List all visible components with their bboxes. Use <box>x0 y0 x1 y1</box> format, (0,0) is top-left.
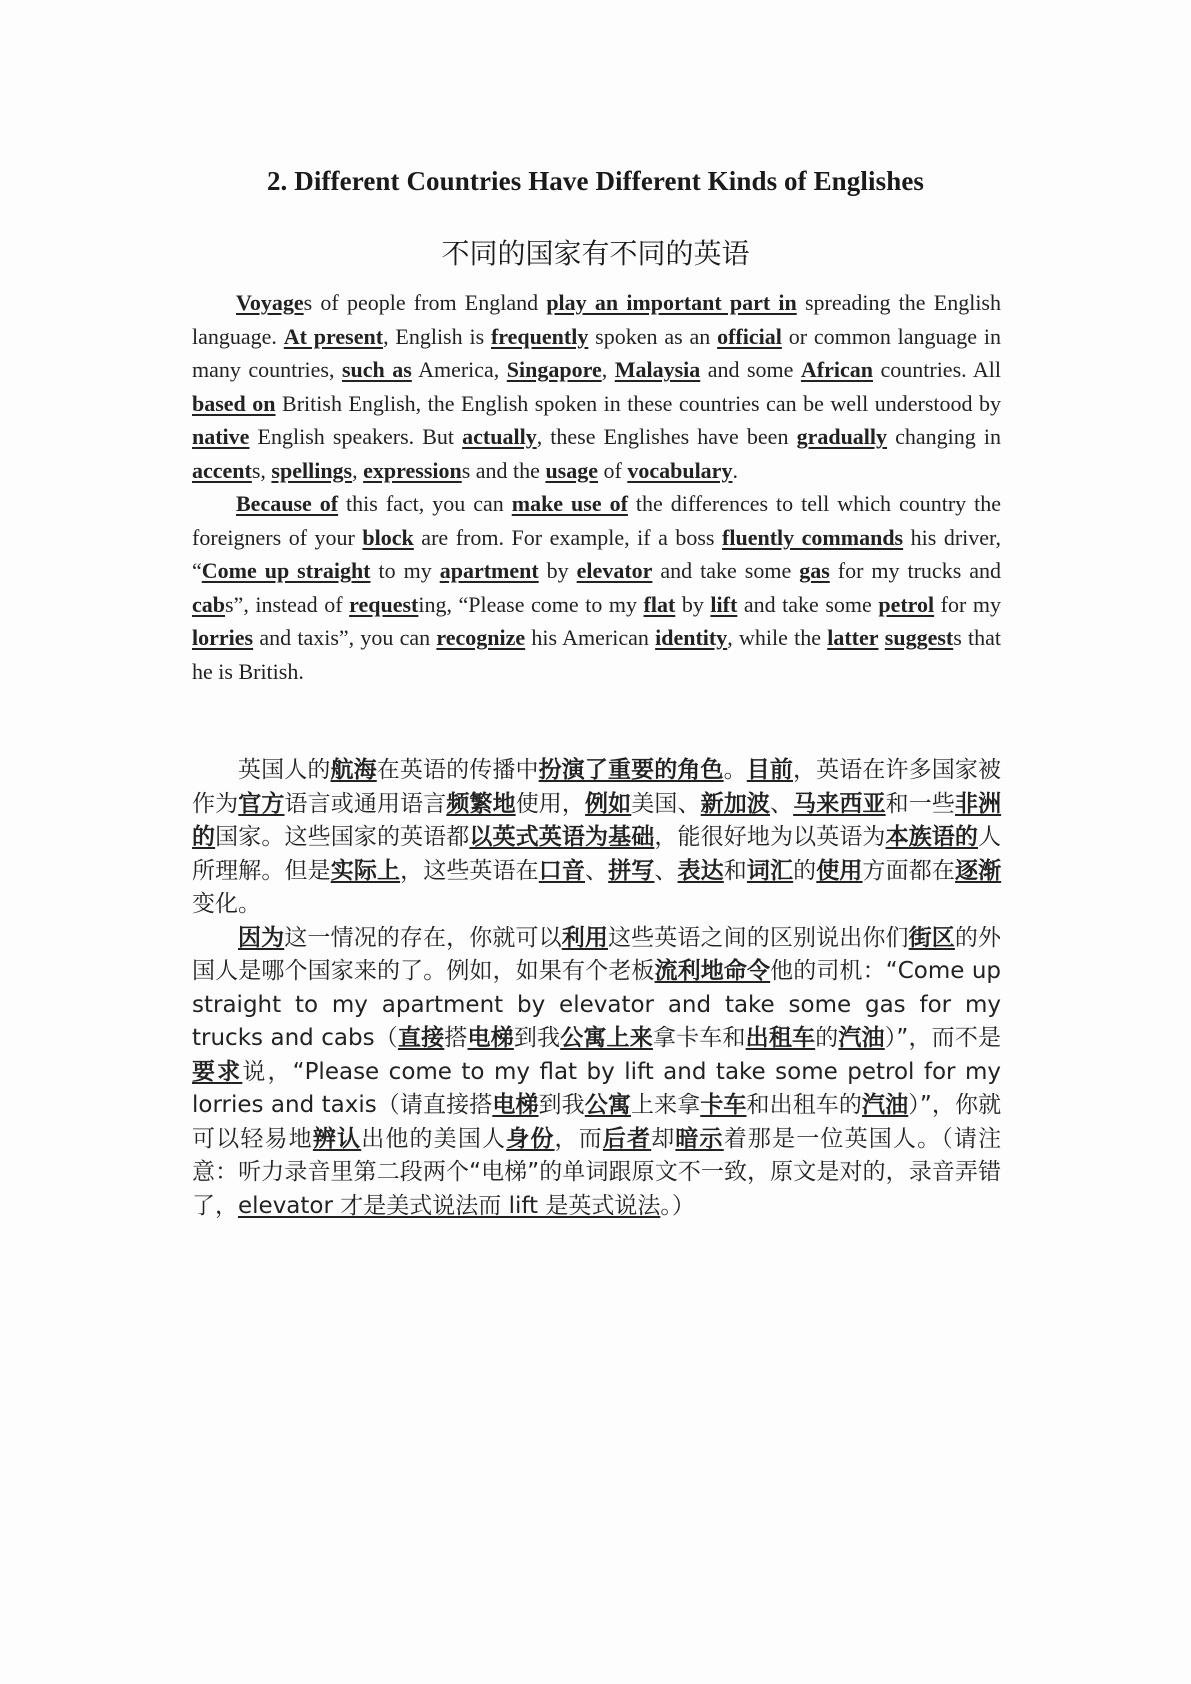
keyword: based on <box>192 390 276 416</box>
keyword: 扮演了重要的角色 <box>538 757 724 783</box>
keyword: 实际上 <box>330 857 401 884</box>
english-title: 2. Different Countries Have Different Kinds of Englishes <box>266 166 925 196</box>
text-run: 。） <box>660 1192 695 1219</box>
text-run: the differences to tell which country the foreigners of your <box>192 491 1002 550</box>
keyword: spellings <box>271 457 353 483</box>
text-run: of <box>598 457 628 483</box>
text-run: ，英语在许多国家被作为 <box>192 757 1001 817</box>
keyword: 表达 <box>677 857 724 884</box>
text-run: , English is <box>383 323 491 349</box>
text-run: 语言或通用语言 <box>284 790 447 817</box>
keyword: 公寓 <box>584 1092 631 1118</box>
text-run: 国家。这些国家的英语都 <box>215 824 470 850</box>
keyword: such as <box>341 357 412 382</box>
keyword: 利用 <box>561 924 608 951</box>
text-run: 搭 <box>444 1025 468 1051</box>
text-run: 这些英语之间的区别说出你们 <box>608 924 909 951</box>
keyword: actually <box>462 424 537 449</box>
keyword: cab <box>192 591 225 617</box>
english-paragraph-2 <box>192 487 1001 688</box>
keyword: petrol <box>878 591 935 617</box>
keyword: gradually <box>796 424 888 449</box>
text-run: s, <box>251 457 272 483</box>
keyword: suggest <box>884 625 954 650</box>
text-run: 美国、 <box>631 790 701 817</box>
keyword: 拼写 <box>608 857 655 884</box>
keyword: 本族语的 <box>885 824 979 850</box>
keyword: flat <box>643 591 676 617</box>
keyword: 电梯 <box>467 1025 514 1051</box>
text-run: by <box>675 591 711 617</box>
text-run: countries. All <box>873 357 1002 382</box>
text-run: , while the <box>727 625 828 650</box>
keyword: usage <box>545 457 598 483</box>
keyword: 口音 <box>538 857 586 884</box>
text-run: to my <box>370 558 440 583</box>
text-run: 说，“Please come to my flat by lift and take some petrol for my lorries and taxis（请直接搭 <box>192 1058 1002 1118</box>
keyword: 汽油 <box>838 1025 885 1051</box>
text-run: ）”，而不是 <box>884 1025 1002 1051</box>
text-run: 他的司机：“Come up straight to my apartment by elevator and take some gas for my trucks and cabs（ <box>192 958 1002 1051</box>
text-run: 方面都在 <box>862 857 956 884</box>
text-run: , <box>601 357 615 382</box>
keyword: make use of <box>511 491 628 516</box>
text-run: ing, “Please come to my <box>418 591 644 617</box>
keyword: 要求 <box>192 1058 243 1085</box>
text-run: spreading the English language. <box>192 290 1001 349</box>
keyword: 频繁地 <box>446 790 516 817</box>
keyword: Malaysia <box>614 357 701 382</box>
text-run: for my <box>934 591 1001 617</box>
keyword: 出租车 <box>745 1025 816 1051</box>
text-run: . <box>732 457 738 483</box>
keyword: lorries <box>192 625 254 650</box>
keyword: lift <box>710 591 738 617</box>
text-run: s that he is British. <box>192 625 1002 684</box>
keyword: Come up straight <box>201 558 371 583</box>
keyword: elevator <box>576 558 653 583</box>
text-run: ，这些英语在 <box>400 857 539 884</box>
text-run: s of people from England <box>303 290 547 315</box>
keyword: 电梯 <box>492 1092 539 1118</box>
text-run: ）”，你就可以轻易地 <box>192 1092 1002 1152</box>
keyword: 卡车 <box>700 1092 747 1118</box>
text-run: 出他的美国人 <box>361 1125 507 1152</box>
underlined-note: elevator 才是美式说法而 lift 是英式说法 <box>238 1192 661 1219</box>
text-run: 和 <box>723 857 747 884</box>
text-run: 和一些 <box>885 790 955 817</box>
keyword: 新加波 <box>700 790 771 817</box>
keyword: Singapore <box>506 357 602 382</box>
text-run: , these Englishes have been <box>536 424 797 449</box>
text-run: his American <box>525 625 656 650</box>
keyword: native <box>192 424 250 449</box>
text-run: 的 <box>815 1025 839 1051</box>
chinese-title: 不同的国家有不同的英语 <box>441 237 750 270</box>
keyword: 逐渐 <box>955 857 1002 884</box>
keyword: latter <box>827 625 879 650</box>
text-run: for my trucks and <box>829 558 1002 583</box>
text-run: 却 <box>651 1125 676 1152</box>
text-run: 、 <box>770 790 794 817</box>
english-text <box>192 286 1001 688</box>
text-run: ，能很好地为以英语为 <box>654 824 886 850</box>
text-run: and taxis”, you can <box>253 625 437 650</box>
text-run: 到我 <box>513 1025 561 1051</box>
keyword: 目前 <box>746 757 793 783</box>
text-run: spoken as an <box>588 323 718 349</box>
keyword: 因为 <box>238 924 285 951</box>
keyword: 词汇 <box>746 857 794 884</box>
text-run: 。 <box>723 757 747 783</box>
chinese-paragraph-1 <box>192 754 1001 922</box>
keyword: expression <box>363 457 462 483</box>
text-run: British English, the English spoken in these countries can be well understood by <box>275 390 1001 416</box>
keyword: 官方 <box>238 790 285 817</box>
keyword: request <box>349 591 419 617</box>
text-run: 的外国人是哪个国家来的了。例如，如果有个老板 <box>192 924 1001 984</box>
keyword: 后者 <box>602 1125 652 1152</box>
text-run: 这一情况的存在，你就可以 <box>284 924 562 951</box>
text-run: and some <box>700 357 801 382</box>
keyword: Because of <box>236 491 339 516</box>
text-run: are from. For example, if a boss <box>413 524 723 550</box>
keyword: 身份 <box>506 1125 555 1152</box>
keyword: 马来西亚 <box>793 790 886 817</box>
keyword: 航海 <box>330 757 377 783</box>
keyword: 使用 <box>816 857 863 884</box>
text-run: or common language in many countries, <box>192 323 1002 382</box>
text-run: 上来拿 <box>630 1092 701 1118</box>
keyword: Voyage <box>236 290 304 315</box>
keyword: 非洲的 <box>192 790 1002 850</box>
text-run: this fact, you can <box>338 491 512 516</box>
text-run: by <box>538 558 577 583</box>
text-run: 使用， <box>515 790 586 817</box>
keyword: frequently <box>490 323 589 349</box>
text-run: America, <box>411 357 507 382</box>
keyword: vocabulary <box>627 457 733 483</box>
english-paragraph-1 <box>192 286 1001 487</box>
text-run: s and the <box>461 457 546 483</box>
text-run: ，而 <box>554 1125 603 1152</box>
text-run: 英国人的 <box>238 757 331 783</box>
text-run: 和出租车的 <box>746 1092 863 1118</box>
keyword: 汽油 <box>862 1092 909 1118</box>
text-run: 人所理解。但是 <box>192 824 1002 884</box>
text-run: s”, instead of <box>225 591 350 617</box>
keyword: accent <box>192 457 252 483</box>
text-run: 的 <box>793 857 817 884</box>
text-run: 着那是一位英国人。（请注意：听力录音里第二段两个“电梯”的单词跟原文不一致，原文是对的，录音弄错了， <box>192 1125 1002 1219</box>
keyword: 街区 <box>908 924 955 951</box>
keyword: 以英式英语为基础 <box>469 824 655 850</box>
chinese-paragraph-2 <box>192 922 1001 1224</box>
text-run: English speakers. But <box>249 424 463 449</box>
text-run: 拿卡车和 <box>652 1025 746 1051</box>
text-run: and take some <box>737 591 879 617</box>
keyword: African <box>800 357 874 382</box>
text-run: 、 <box>585 857 609 884</box>
keyword: play an important part in <box>546 290 797 315</box>
keyword: identity <box>655 625 728 650</box>
keyword: official <box>717 323 782 349</box>
text-run: 到我 <box>538 1092 585 1118</box>
keyword: fluently commands <box>722 524 904 550</box>
keyword: 流利地命令 <box>654 958 771 984</box>
keyword: block <box>362 524 414 550</box>
text-run: 变化。 <box>192 891 261 917</box>
keyword: 公寓上来 <box>560 1025 653 1051</box>
text-run: , <box>352 457 364 483</box>
text-run: and take some <box>652 558 800 583</box>
text-run: changing in <box>887 424 1001 449</box>
chinese-text <box>192 754 1001 1223</box>
keyword: recognize <box>436 625 526 650</box>
text-run: 在英语的传播中 <box>376 757 539 783</box>
keyword: apartment <box>439 558 539 583</box>
text-run: 、 <box>654 857 678 884</box>
keyword: 直接 <box>397 1025 445 1051</box>
keyword: 暗示 <box>675 1125 724 1152</box>
text-run: his driver, “ <box>192 524 1002 583</box>
keyword: 辨认 <box>312 1125 362 1152</box>
keyword: gas <box>799 558 830 583</box>
keyword: At present <box>283 323 384 349</box>
keyword: 例如 <box>585 790 632 817</box>
